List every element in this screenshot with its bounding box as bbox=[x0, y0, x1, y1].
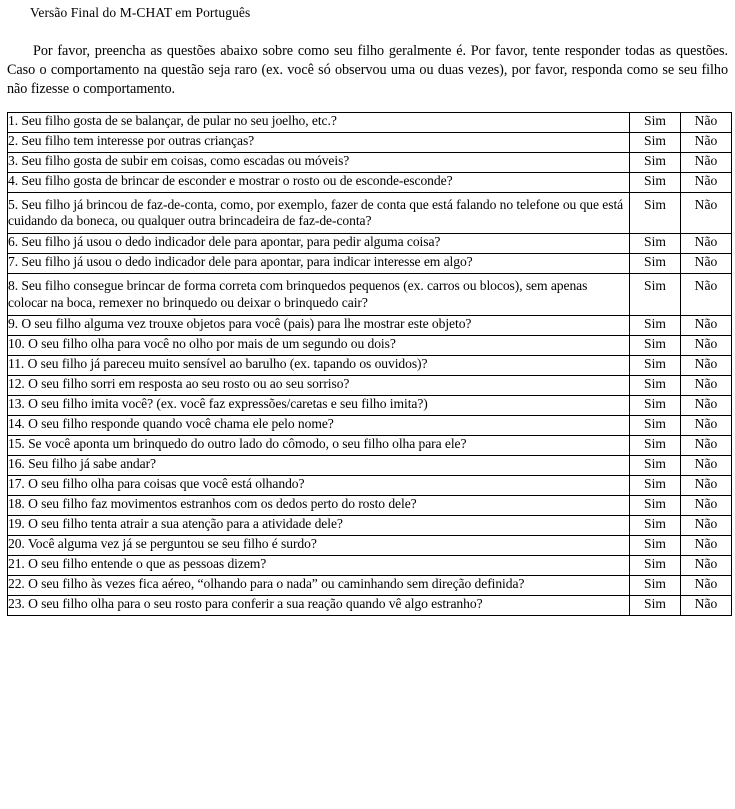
answer-yes-cell[interactable]: Sim bbox=[630, 476, 681, 496]
answer-yes-cell[interactable]: Sim bbox=[630, 336, 681, 356]
question-text: 5. Seu filho já brincou de faz-de-conta, como, por exemplo, fazer de conta que está falando no telefone ou que está cuidando da boneca, ou qualquer outra brincadeira de faz-de-conta? bbox=[8, 192, 630, 234]
answer-yes-cell[interactable]: Sim bbox=[630, 112, 681, 132]
table-row bbox=[8, 556, 732, 576]
answer-no-cell[interactable]: Não bbox=[681, 234, 732, 254]
answer-yes-cell[interactable]: Sim bbox=[630, 152, 681, 172]
table-row bbox=[8, 152, 732, 172]
answer-yes-cell[interactable]: Sim bbox=[630, 496, 681, 516]
answer-yes-cell[interactable]: Sim bbox=[630, 556, 681, 576]
answer-yes-cell[interactable]: Sim bbox=[630, 536, 681, 556]
question-text: 23. O seu filho olha para o seu rosto para conferir a sua reação quando vê algo estranho? bbox=[8, 596, 630, 616]
answer-no-cell[interactable]: Não bbox=[681, 416, 732, 436]
answer-yes-cell[interactable]: Sim bbox=[630, 396, 681, 416]
answer-no-cell[interactable]: Não bbox=[681, 376, 732, 396]
table-row bbox=[8, 172, 732, 192]
question-text: 4. Seu filho gosta de brincar de esconder e mostrar o rosto ou de esconde-esconde? bbox=[8, 172, 630, 192]
question-text: 12. O seu filho sorri em resposta ao seu rosto ou ao seu sorriso? bbox=[8, 376, 630, 396]
answer-no-cell[interactable]: Não bbox=[681, 576, 732, 596]
answer-yes-cell[interactable]: Sim bbox=[630, 456, 681, 476]
table-row bbox=[8, 496, 732, 516]
question-text: 3. Seu filho gosta de subir em coisas, como escadas ou móveis? bbox=[8, 152, 630, 172]
answer-no-cell[interactable]: Não bbox=[681, 172, 732, 192]
answer-no-cell[interactable]: Não bbox=[681, 496, 732, 516]
answer-no-cell[interactable]: Não bbox=[681, 152, 732, 172]
answer-no-cell[interactable]: Não bbox=[681, 336, 732, 356]
answer-no-cell[interactable]: Não bbox=[681, 476, 732, 496]
answer-no-cell[interactable]: Não bbox=[681, 516, 732, 536]
table-row bbox=[8, 576, 732, 596]
question-text: 6. Seu filho já usou o dedo indicador dele para apontar, para pedir alguma coisa? bbox=[8, 234, 630, 254]
page-title: Versão Final do M-CHAT em Português bbox=[30, 5, 251, 20]
answer-yes-cell[interactable]: Sim bbox=[630, 416, 681, 436]
answer-yes-cell[interactable]: Sim bbox=[630, 436, 681, 456]
table-row bbox=[8, 516, 732, 536]
answer-no-cell[interactable]: Não bbox=[681, 436, 732, 456]
answer-no-cell[interactable]: Não bbox=[681, 596, 732, 616]
intro-paragraph: Por favor, preencha as questões abaixo sobre como seu filho geralmente é. Por favor, tente responder todas as questões. Caso o comportamento na questão seja raro (ex. você só observou uma ou duas vezes), por favor, responda como se seu filho não fizesse o comportamento. bbox=[7, 43, 728, 98]
table-row bbox=[8, 274, 732, 316]
question-text: 19. O seu filho tenta atrair a sua atenção para a atividade dele? bbox=[8, 516, 630, 536]
table-row bbox=[8, 192, 732, 234]
table-row bbox=[8, 316, 732, 336]
answer-yes-cell[interactable]: Sim bbox=[630, 132, 681, 152]
table-row bbox=[8, 456, 732, 476]
table-row bbox=[8, 536, 732, 556]
table-row bbox=[8, 476, 732, 496]
answer-no-cell[interactable]: Não bbox=[681, 556, 732, 576]
answer-no-cell[interactable]: Não bbox=[681, 192, 732, 234]
table-row bbox=[8, 254, 732, 274]
answer-yes-cell[interactable]: Sim bbox=[630, 516, 681, 536]
answer-yes-cell[interactable]: Sim bbox=[630, 192, 681, 234]
answer-no-cell[interactable]: Não bbox=[681, 132, 732, 152]
table-row bbox=[8, 112, 732, 132]
question-text: 1. Seu filho gosta de se balançar, de pular no seu joelho, etc.? bbox=[8, 112, 630, 132]
question-text: 20. Você alguma vez já se perguntou se seu filho é surdo? bbox=[8, 536, 630, 556]
table-row bbox=[8, 234, 732, 254]
answer-no-cell[interactable]: Não bbox=[681, 356, 732, 376]
answer-no-cell[interactable]: Não bbox=[681, 274, 732, 316]
table-row bbox=[8, 356, 732, 376]
answer-yes-cell[interactable]: Sim bbox=[630, 254, 681, 274]
question-text: 21. O seu filho entende o que as pessoas dizem? bbox=[8, 556, 630, 576]
answer-yes-cell[interactable]: Sim bbox=[630, 274, 681, 316]
answer-no-cell[interactable]: Não bbox=[681, 316, 732, 336]
answer-no-cell[interactable]: Não bbox=[681, 536, 732, 556]
questionnaire-container bbox=[0, 100, 735, 617]
table-row bbox=[8, 436, 732, 456]
question-text: 18. O seu filho faz movimentos estranhos com os dedos perto do rosto dele? bbox=[8, 496, 630, 516]
question-text: 13. O seu filho imita você? (ex. você faz expressões/caretas e seu filho imita?) bbox=[8, 396, 630, 416]
answer-yes-cell[interactable]: Sim bbox=[630, 576, 681, 596]
questionnaire-body bbox=[8, 112, 732, 616]
table-row bbox=[8, 336, 732, 356]
answer-yes-cell[interactable]: Sim bbox=[630, 376, 681, 396]
table-row bbox=[8, 396, 732, 416]
table-row bbox=[8, 416, 732, 436]
question-text: 7. Seu filho já usou o dedo indicador dele para apontar, para indicar interesse em algo? bbox=[8, 254, 630, 274]
answer-no-cell[interactable]: Não bbox=[681, 456, 732, 476]
questionnaire-table bbox=[7, 112, 732, 617]
table-row bbox=[8, 376, 732, 396]
question-text: 22. O seu filho às vezes fica aéreo, “olhando para o nada” ou caminhando sem direção definida? bbox=[8, 576, 630, 596]
answer-no-cell[interactable]: Não bbox=[681, 254, 732, 274]
question-text: 9. O seu filho alguma vez trouxe objetos para você (pais) para lhe mostrar este objeto? bbox=[8, 316, 630, 336]
answer-yes-cell[interactable]: Sim bbox=[630, 596, 681, 616]
question-text: 14. O seu filho responde quando você chama ele pelo nome? bbox=[8, 416, 630, 436]
answer-no-cell[interactable]: Não bbox=[681, 396, 732, 416]
answer-yes-cell[interactable]: Sim bbox=[630, 356, 681, 376]
question-text: 2. Seu filho tem interesse por outras crianças? bbox=[8, 132, 630, 152]
question-text: 11. O seu filho já pareceu muito sensível ao barulho (ex. tapando os ouvidos)? bbox=[8, 356, 630, 376]
answer-yes-cell[interactable]: Sim bbox=[630, 172, 681, 192]
answer-yes-cell[interactable]: Sim bbox=[630, 316, 681, 336]
answer-yes-cell[interactable]: Sim bbox=[630, 234, 681, 254]
question-text: 10. O seu filho olha para você no olho por mais de um segundo ou dois? bbox=[8, 336, 630, 356]
question-text: 17. O seu filho olha para coisas que você está olhando? bbox=[8, 476, 630, 496]
answer-no-cell[interactable]: Não bbox=[681, 112, 732, 132]
question-text: 16. Seu filho já sabe andar? bbox=[8, 456, 630, 476]
question-text: 8. Seu filho consegue brincar de forma correta com brinquedos pequenos (ex. carros ou blocos), sem apenas colocar na boca, remexer no brinquedo ou deixar o brinquedo cair? bbox=[8, 274, 630, 316]
table-row bbox=[8, 596, 732, 616]
question-text: 15. Se você aponta um brinquedo do outro lado do cômodo, o seu filho olha para ele? bbox=[8, 436, 630, 456]
table-row bbox=[8, 132, 732, 152]
